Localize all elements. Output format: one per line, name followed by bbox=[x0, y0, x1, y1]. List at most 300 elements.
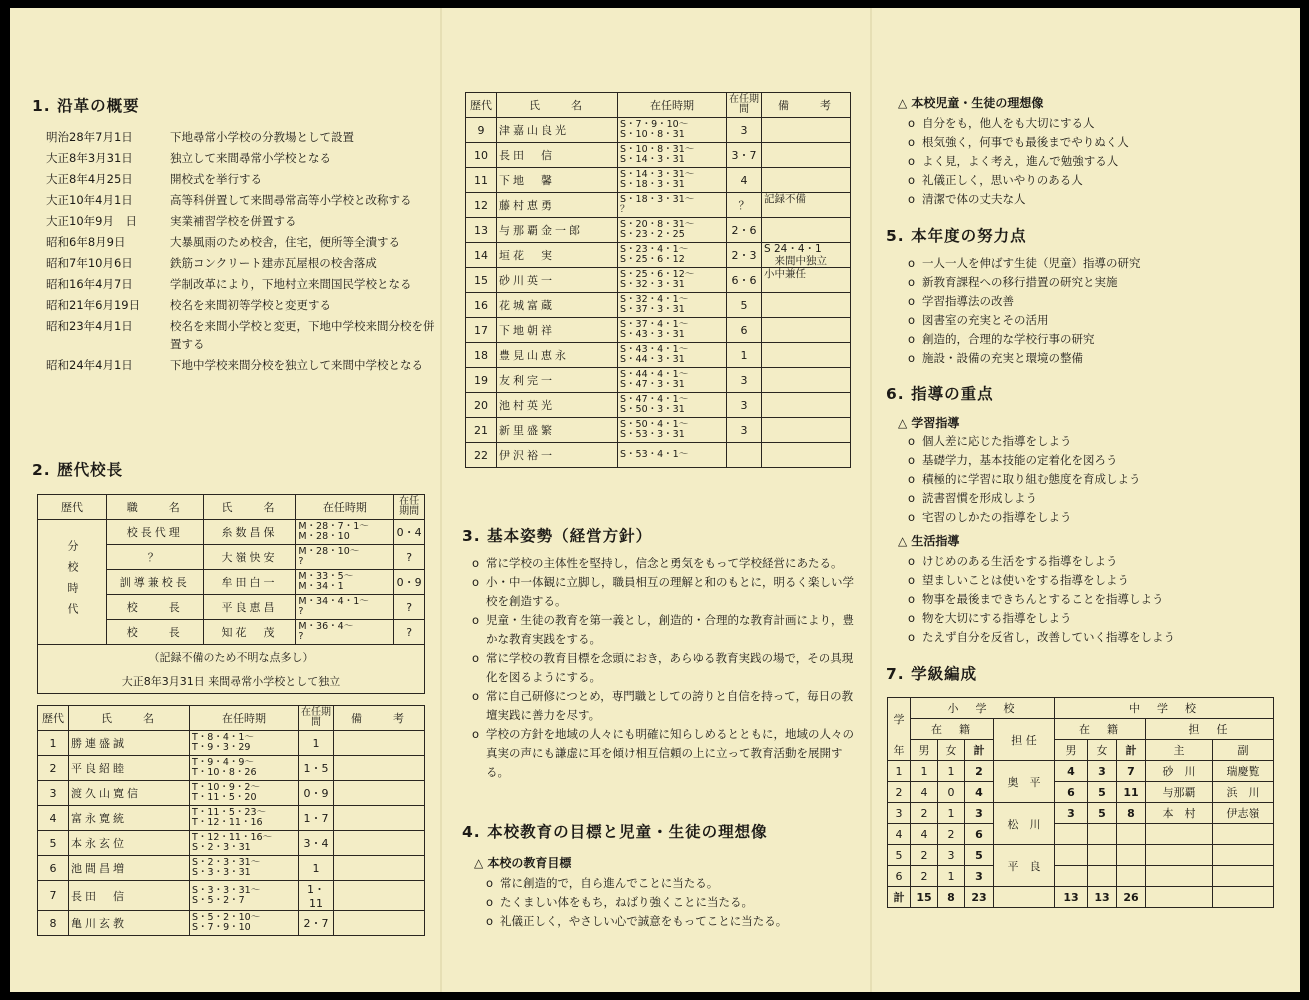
principal-tenure: T・11・5・23〜 T・12・11・16 bbox=[190, 806, 299, 831]
policy-item bbox=[472, 611, 864, 649]
effort-item-text: 学習指導法の改善 bbox=[922, 294, 1014, 308]
principal-row bbox=[38, 911, 425, 936]
principal-remarks bbox=[334, 781, 425, 806]
principal-row bbox=[466, 143, 851, 168]
elem-boys: 4 bbox=[911, 782, 938, 803]
history-date: 大正10年4月1日 bbox=[46, 193, 133, 207]
branch-title: ？ bbox=[107, 545, 204, 570]
principal-period bbox=[727, 443, 762, 468]
principal-no: 18 bbox=[466, 343, 497, 368]
principal-remarks bbox=[334, 881, 425, 911]
bullet-circle-icon: o bbox=[908, 611, 916, 625]
ideals-list bbox=[908, 114, 1278, 209]
policy-item bbox=[472, 687, 864, 725]
branch-name: 牟田白一 bbox=[203, 570, 296, 595]
life-item bbox=[908, 571, 1278, 590]
branch-title: 校長代理 bbox=[107, 520, 204, 545]
history-date: 昭和21年6月19日 bbox=[46, 298, 141, 312]
ideal-item bbox=[908, 114, 1278, 133]
nen-label: 年 bbox=[888, 740, 911, 761]
principal-no: 22 bbox=[466, 443, 497, 468]
principal-row bbox=[466, 193, 851, 218]
policy-heading: 3. 基本姿勢（経営方針） bbox=[462, 527, 653, 545]
policy-item bbox=[472, 573, 864, 611]
principal-name: 勝連盛誠 bbox=[69, 731, 190, 756]
principal-remarks bbox=[334, 856, 425, 881]
principal-name: 長田 信 bbox=[69, 881, 190, 911]
ideal-item bbox=[908, 152, 1278, 171]
branch-name: 平良恵昌 bbox=[203, 595, 296, 620]
effort-item bbox=[908, 330, 1278, 349]
policy-item-text: 常に自己研修につとめ，専門職としての誇りと自信を持って，毎日の教壇実践に善力を尽す。 bbox=[486, 689, 854, 722]
jhs-vice-teacher: 浜 川 bbox=[1213, 782, 1274, 803]
history-date: 昭和23年4月1日 bbox=[46, 319, 133, 333]
school-goal-title: △ 本校の教育目標 bbox=[474, 856, 572, 870]
history-text: 独立して来間尋常小学校となる bbox=[170, 151, 331, 165]
principal-row bbox=[466, 293, 851, 318]
ideal-item bbox=[908, 133, 1278, 152]
branch-tenure: M・28・10〜 ? bbox=[296, 545, 394, 570]
principal-row bbox=[466, 418, 851, 443]
history-text: 大暴風雨のため校舎，住宅，便所等全潰する bbox=[170, 235, 400, 249]
jhs-main-teacher: 与那覇 bbox=[1146, 782, 1213, 803]
class-table bbox=[887, 697, 1274, 908]
sum-elem-girls: 8 bbox=[938, 887, 965, 908]
study-item-text: 読書習慣を形成しよう bbox=[922, 491, 1037, 505]
class-row bbox=[888, 761, 1274, 782]
classes-heading: 7. 学級編成 bbox=[886, 665, 978, 683]
principal-name: 藤村恵勇 bbox=[497, 193, 618, 218]
effort-item-text: 新教育課程への移行措置の研究と実施 bbox=[922, 275, 1118, 289]
effort-item bbox=[908, 254, 1278, 273]
principal-period: 1・7 bbox=[299, 806, 334, 831]
principal-no: 9 bbox=[466, 118, 497, 143]
brochure-page bbox=[10, 8, 1300, 992]
principal-name: 長田 信 bbox=[497, 143, 618, 168]
elem-total: 3 bbox=[965, 866, 994, 887]
policy-item-text: 常に学校の教育目標を念頭におき，あらゆる教育実践の場で，その具現化を図るようにする。 bbox=[486, 651, 854, 684]
branch-row bbox=[38, 520, 425, 545]
principal-tenure: S・23・4・1〜 S・25・6・12 bbox=[618, 243, 727, 268]
principal-remarks: 小中兼任 bbox=[762, 268, 851, 293]
bullet-circle-icon: o bbox=[908, 573, 916, 587]
branch-period: ? bbox=[394, 545, 425, 570]
class-row bbox=[888, 845, 1274, 866]
branch-caption: 大正8年3月31日 来間尋常小学校として独立 bbox=[38, 669, 425, 694]
branch-name: 糸数昌保 bbox=[203, 520, 296, 545]
branch-period: ? bbox=[394, 620, 425, 645]
life-item bbox=[908, 590, 1278, 609]
principal-remarks bbox=[762, 443, 851, 468]
study-item-text: 基礎学力，基本技能の定着化を図ろう bbox=[922, 453, 1118, 467]
study-item bbox=[908, 470, 1278, 489]
ideal-item-text: 礼儀正しく，思いやりのある人 bbox=[922, 173, 1083, 187]
principal-row bbox=[38, 731, 425, 756]
life-item bbox=[908, 609, 1278, 628]
jhs-girls bbox=[1088, 845, 1117, 866]
bullet-circle-icon: o bbox=[472, 727, 480, 741]
principal-period: 3 bbox=[727, 393, 762, 418]
jhs-boys bbox=[1055, 866, 1088, 887]
policy-item bbox=[472, 554, 864, 573]
school-goal-item-text: 礼儀正しく，やさしい心で誠意をもってことに当たる。 bbox=[500, 914, 788, 928]
study-item bbox=[908, 508, 1278, 527]
jhs-vice-teacher: 伊志嶺 bbox=[1213, 803, 1274, 824]
principal-row bbox=[466, 393, 851, 418]
history-text: 下地中学校来間分校を独立して来間中学校となる bbox=[170, 358, 423, 372]
elem-girls-header: 女 bbox=[938, 740, 965, 761]
sum-jhs-main bbox=[1146, 887, 1213, 908]
principal-remarks bbox=[762, 343, 851, 368]
jhs-girls bbox=[1088, 824, 1117, 845]
effort-item-text: 施設・設備の充実と環境の整備 bbox=[922, 351, 1083, 365]
branch-name: 知花 茂 bbox=[203, 620, 296, 645]
bullet-circle-icon: o bbox=[908, 313, 916, 327]
principal-row bbox=[466, 118, 851, 143]
elem-girls: 1 bbox=[938, 866, 965, 887]
principal-tenure: S・47・4・1〜 S・50・3・31 bbox=[618, 393, 727, 418]
sum-jhs-total: 26 bbox=[1117, 887, 1146, 908]
bullet-circle-icon: o bbox=[908, 510, 916, 524]
principal-period: 6 bbox=[727, 318, 762, 343]
history-date: 昭和24年4月1日 bbox=[46, 358, 133, 372]
principal-row bbox=[466, 268, 851, 293]
jhs-total bbox=[1117, 845, 1146, 866]
bullet-circle-icon: o bbox=[908, 434, 916, 448]
principal-row bbox=[38, 856, 425, 881]
col-name: 氏 名 bbox=[69, 706, 190, 731]
principal-period: 4 bbox=[727, 168, 762, 193]
elem-teacher: 平 良 bbox=[994, 845, 1055, 887]
col-name: 氏 名 bbox=[203, 495, 296, 520]
jhs-boys bbox=[1055, 824, 1088, 845]
ideal-item bbox=[908, 171, 1278, 190]
bullet-circle-icon: o bbox=[472, 613, 480, 627]
principal-period: 3 bbox=[727, 118, 762, 143]
elem-teacher: 奥 平 bbox=[994, 761, 1055, 803]
school-goal-item bbox=[486, 893, 856, 912]
principal-period: 2・3 bbox=[727, 243, 762, 268]
principal-period: 1・11 bbox=[299, 881, 334, 911]
elem-total: 3 bbox=[965, 803, 994, 824]
principal-period: 3・7 bbox=[727, 143, 762, 168]
principal-name: 池間昌増 bbox=[69, 856, 190, 881]
principal-row bbox=[466, 218, 851, 243]
principal-tenure: S・14・3・31〜 S・18・3・31 bbox=[618, 168, 727, 193]
principal-tenure: S・10・8・31〜 S・14・3・31 bbox=[618, 143, 727, 168]
grade: 5 bbox=[888, 845, 911, 866]
jhs-girls bbox=[1088, 866, 1117, 887]
jhs-girls: 5 bbox=[1088, 782, 1117, 803]
efforts-list bbox=[908, 254, 1278, 368]
ideal-item bbox=[908, 190, 1278, 209]
elem-boys: 1 bbox=[911, 761, 938, 782]
bullet-circle-icon: o bbox=[908, 351, 916, 365]
principal-no: 19 bbox=[466, 368, 497, 393]
fold-line bbox=[440, 8, 442, 992]
class-row bbox=[888, 824, 1274, 845]
principal-row bbox=[466, 443, 851, 468]
principal-period: ？ bbox=[727, 193, 762, 218]
principal-remarks bbox=[334, 831, 425, 856]
elem-boys: 2 bbox=[911, 803, 938, 824]
principal-remarks bbox=[762, 393, 851, 418]
elem-girls: 3 bbox=[938, 845, 965, 866]
school-goal-item-text: 常に創造的で，自ら進んでことに当たる。 bbox=[500, 876, 719, 890]
guidance-heading: 6. 指導の重点 bbox=[886, 385, 994, 403]
principal-tenure: S・2・3・31〜 S・3・3・31 bbox=[190, 856, 299, 881]
branch-period: 0・4 bbox=[394, 520, 425, 545]
elem-boys-header: 男 bbox=[911, 740, 938, 761]
principal-tenure: S・50・4・1〜 S・53・3・31 bbox=[618, 418, 727, 443]
policy-item-text: 児童・生徒の教育を第一義とし，創造的・合理的な教育計画により，豊かな教育実践をする。 bbox=[486, 613, 854, 646]
study-title: △ 学習指導 bbox=[898, 416, 960, 430]
jhs-teacher-header: 担 任 bbox=[1146, 719, 1274, 740]
history-item bbox=[46, 296, 440, 314]
principal-remarks bbox=[334, 756, 425, 781]
history-text: 開校式を挙行する bbox=[170, 172, 262, 186]
effort-item bbox=[908, 311, 1278, 330]
bullet-circle-icon: o bbox=[908, 135, 916, 149]
study-item bbox=[908, 451, 1278, 470]
principal-name: 富永寛統 bbox=[69, 806, 190, 831]
branch-period: ? bbox=[394, 595, 425, 620]
elem-girls: 1 bbox=[938, 761, 965, 782]
history-item bbox=[46, 254, 440, 272]
branch-name: 大嶺快安 bbox=[203, 545, 296, 570]
history-text: 校名を来間小学校と変更，下地中学校来間分校を併置する bbox=[170, 319, 435, 351]
sum-elem-boys: 15 bbox=[911, 887, 938, 908]
principal-period: 3・4 bbox=[299, 831, 334, 856]
effort-item bbox=[908, 273, 1278, 292]
principal-period: 6・6 bbox=[727, 268, 762, 293]
principal-no: 5 bbox=[38, 831, 69, 856]
elem-total: 5 bbox=[965, 845, 994, 866]
bullet-circle-icon: o bbox=[908, 294, 916, 308]
history-heading: 1. 沿革の概要 bbox=[32, 97, 140, 115]
study-item bbox=[908, 432, 1278, 451]
branch-tenure: M・28・7・1〜 M・28・10 bbox=[296, 520, 394, 545]
jhs-header: 中 学 校 bbox=[1055, 698, 1274, 719]
elem-girls: 1 bbox=[938, 803, 965, 824]
gaku-label: 学 bbox=[888, 698, 911, 740]
school-goal-item bbox=[486, 874, 856, 893]
principal-period: 2・6 bbox=[727, 218, 762, 243]
branch-tenure: M・34・4・1〜 ? bbox=[296, 595, 394, 620]
jhs-boys-header: 男 bbox=[1055, 740, 1088, 761]
jhs-vice-header: 副 bbox=[1213, 740, 1274, 761]
branch-tenure: M・36・4〜 ? bbox=[296, 620, 394, 645]
bullet-circle-icon: o bbox=[908, 491, 916, 505]
fold-line bbox=[870, 8, 872, 992]
bullet-circle-icon: o bbox=[908, 554, 916, 568]
class-row bbox=[888, 866, 1274, 887]
policy-item-text: 常に学校の主体性を堅持し，信念と勇気をもって学校経営にあたる。 bbox=[486, 556, 843, 570]
col-remarks: 備 考 bbox=[334, 706, 425, 731]
principal-period: 1 bbox=[299, 856, 334, 881]
principal-tenure: S・43・4・1〜 S・44・3・31 bbox=[618, 343, 727, 368]
history-date: 大正8年4月25日 bbox=[46, 172, 133, 186]
principal-row bbox=[38, 756, 425, 781]
history-text: 鉄筋コンクリート建赤瓦屋根の校舎落成 bbox=[170, 256, 377, 270]
bullet-circle-icon: o bbox=[472, 556, 480, 570]
jhs-boys: 4 bbox=[1055, 761, 1088, 782]
grade: 2 bbox=[888, 782, 911, 803]
history-item bbox=[46, 191, 440, 209]
principal-remarks: S 24・4・1 来間中独立 bbox=[762, 243, 851, 268]
principal-remarks bbox=[334, 731, 425, 756]
col-period: 在任期間 bbox=[299, 706, 334, 731]
jhs-enrolled-header: 在 籍 bbox=[1055, 719, 1146, 740]
principal-name: 池村英光 bbox=[497, 393, 618, 418]
goals-heading: 4. 本校教育の目標と児童・生徒の理想像 bbox=[462, 823, 768, 841]
history-item bbox=[46, 233, 440, 251]
jhs-boys: 6 bbox=[1055, 782, 1088, 803]
bullet-circle-icon: o bbox=[908, 332, 916, 346]
bullet-circle-icon: o bbox=[908, 173, 916, 187]
jhs-main-teacher: 砂 川 bbox=[1146, 761, 1213, 782]
efforts-heading: 5. 本年度の努力点 bbox=[886, 227, 1027, 245]
ideal-item-text: 自分をも，他人をも大切にする人 bbox=[922, 116, 1095, 130]
principal-period: 1 bbox=[727, 343, 762, 368]
history-item bbox=[46, 149, 440, 167]
principal-name: 本永玄位 bbox=[69, 831, 190, 856]
principal-tenure: T・9・4・9〜 T・10・8・26 bbox=[190, 756, 299, 781]
principal-no: 3 bbox=[38, 781, 69, 806]
bullet-circle-icon: o bbox=[908, 630, 916, 644]
life-title: △ 生活指導 bbox=[898, 534, 960, 548]
study-item bbox=[908, 489, 1278, 508]
jhs-total: 11 bbox=[1117, 782, 1146, 803]
sum-jhs-vice bbox=[1213, 887, 1274, 908]
history-date: 大正10年9月 日 bbox=[46, 214, 137, 228]
principal-no: 10 bbox=[466, 143, 497, 168]
life-item-text: けじめのある生活をする指導をしよう bbox=[922, 554, 1118, 568]
principal-remarks bbox=[762, 118, 851, 143]
principal-name: 花城富蔵 bbox=[497, 293, 618, 318]
principal-name: 砂川英一 bbox=[497, 268, 618, 293]
bullet-circle-icon: o bbox=[908, 256, 916, 270]
principal-no: 2 bbox=[38, 756, 69, 781]
col-no: 歴代 bbox=[38, 495, 107, 520]
history-item bbox=[46, 356, 440, 374]
elem-girls: 0 bbox=[938, 782, 965, 803]
principal-tenure: T・12・11・16〜 S・2・3・31 bbox=[190, 831, 299, 856]
principal-period: 0・9 bbox=[299, 781, 334, 806]
bullet-circle-icon: o bbox=[908, 192, 916, 206]
principal-name: 友利完一 bbox=[497, 368, 618, 393]
jhs-vice-teacher bbox=[1213, 866, 1274, 887]
elem-header: 小 学 校 bbox=[911, 698, 1055, 719]
principal-remarks bbox=[762, 168, 851, 193]
principal-row bbox=[38, 806, 425, 831]
bullet-circle-icon: o bbox=[908, 592, 916, 606]
history-date: 昭和6年8月9日 bbox=[46, 235, 126, 249]
bullet-circle-icon: o bbox=[908, 116, 916, 130]
principal-tenure: S・25・6・12〜 S・32・3・31 bbox=[618, 268, 727, 293]
principal-no: 20 bbox=[466, 393, 497, 418]
branch-period: 0・9 bbox=[394, 570, 425, 595]
principal-remarks bbox=[762, 418, 851, 443]
principal-period: 1 bbox=[299, 731, 334, 756]
elem-total: 2 bbox=[965, 761, 994, 782]
history-text: 下地尋常小学校の分教場として設置 bbox=[170, 130, 354, 144]
bullet-circle-icon: o bbox=[486, 895, 494, 909]
history-item bbox=[46, 275, 440, 293]
principal-remarks bbox=[762, 318, 851, 343]
principal-tenure: S・44・4・1〜 S・47・3・31 bbox=[618, 368, 727, 393]
history-text: 校名を来間初等学校と変更する bbox=[170, 298, 331, 312]
principal-name: 新里盛繁 bbox=[497, 418, 618, 443]
principal-no: 16 bbox=[466, 293, 497, 318]
history-text: 高等科併置して来間尋常高等小学校と改称する bbox=[170, 193, 412, 207]
principal-row bbox=[466, 168, 851, 193]
principal-tenure: S・32・4・1〜 S・37・3・31 bbox=[618, 293, 727, 318]
elem-teacher: 松 川 bbox=[994, 803, 1055, 845]
principal-row bbox=[38, 881, 425, 911]
bullet-circle-icon: o bbox=[486, 876, 494, 890]
branch-note: （記録不備のため不明な点多し） bbox=[38, 645, 425, 670]
life-item-text: 望ましいことは使いをする指導をしよう bbox=[922, 573, 1129, 587]
principal-row bbox=[38, 831, 425, 856]
history-date: 昭和7年10月6日 bbox=[46, 256, 133, 270]
principal-no: 6 bbox=[38, 856, 69, 881]
bullet-circle-icon: o bbox=[908, 453, 916, 467]
elem-boys: 4 bbox=[911, 824, 938, 845]
principal-row bbox=[38, 781, 425, 806]
col-remarks: 備 考 bbox=[762, 93, 851, 118]
principal-period: 3 bbox=[727, 368, 762, 393]
principal-no: 12 bbox=[466, 193, 497, 218]
sum-jhs-girls: 13 bbox=[1088, 887, 1117, 908]
principal-remarks bbox=[762, 368, 851, 393]
principal-remarks bbox=[762, 218, 851, 243]
life-item bbox=[908, 628, 1278, 647]
study-item-text: 宅習のしかたの指導をしよう bbox=[922, 510, 1072, 524]
principal-name: 平良紹睦 bbox=[69, 756, 190, 781]
policy-item bbox=[472, 725, 864, 782]
principal-tenure: T・10・9・2〜 T・11・5・20 bbox=[190, 781, 299, 806]
class-row bbox=[888, 782, 1274, 803]
bullet-circle-icon: o bbox=[486, 914, 494, 928]
principal-remarks bbox=[334, 806, 425, 831]
sum-elem-total: 23 bbox=[965, 887, 994, 908]
bullet-circle-icon: o bbox=[472, 575, 480, 589]
history-item bbox=[46, 128, 440, 146]
bullet-circle-icon: o bbox=[472, 651, 480, 665]
policy-list bbox=[472, 554, 864, 782]
effort-item bbox=[908, 349, 1278, 368]
principal-remarks bbox=[334, 911, 425, 936]
study-item-text: 積極的に学習に取り組む態度を育成しよう bbox=[922, 472, 1141, 486]
col-tenure: 在任時期 bbox=[618, 93, 727, 118]
principal-tenure: S・7・9・10〜 S・10・8・31 bbox=[618, 118, 727, 143]
study-list bbox=[908, 432, 1278, 527]
col-period: 在任期間 bbox=[727, 93, 762, 118]
life-item-text: 物事を最後まできちんとすることを指導しよう bbox=[922, 592, 1164, 606]
ideal-item-text: よく見，よく考え，進んで勉強する人 bbox=[922, 154, 1119, 168]
school-goal-item bbox=[486, 912, 856, 931]
jhs-total: 7 bbox=[1117, 761, 1146, 782]
jhs-main-teacher: 本 村 bbox=[1146, 803, 1213, 824]
effort-item-text: 図書室の充実とその活用 bbox=[922, 313, 1049, 327]
history-item bbox=[46, 212, 440, 230]
principal-period: 1・5 bbox=[299, 756, 334, 781]
principal-remarks bbox=[762, 143, 851, 168]
jhs-vice-teacher bbox=[1213, 845, 1274, 866]
jhs-vice-teacher: 瑞慶覧 bbox=[1213, 761, 1274, 782]
jhs-total bbox=[1117, 824, 1146, 845]
